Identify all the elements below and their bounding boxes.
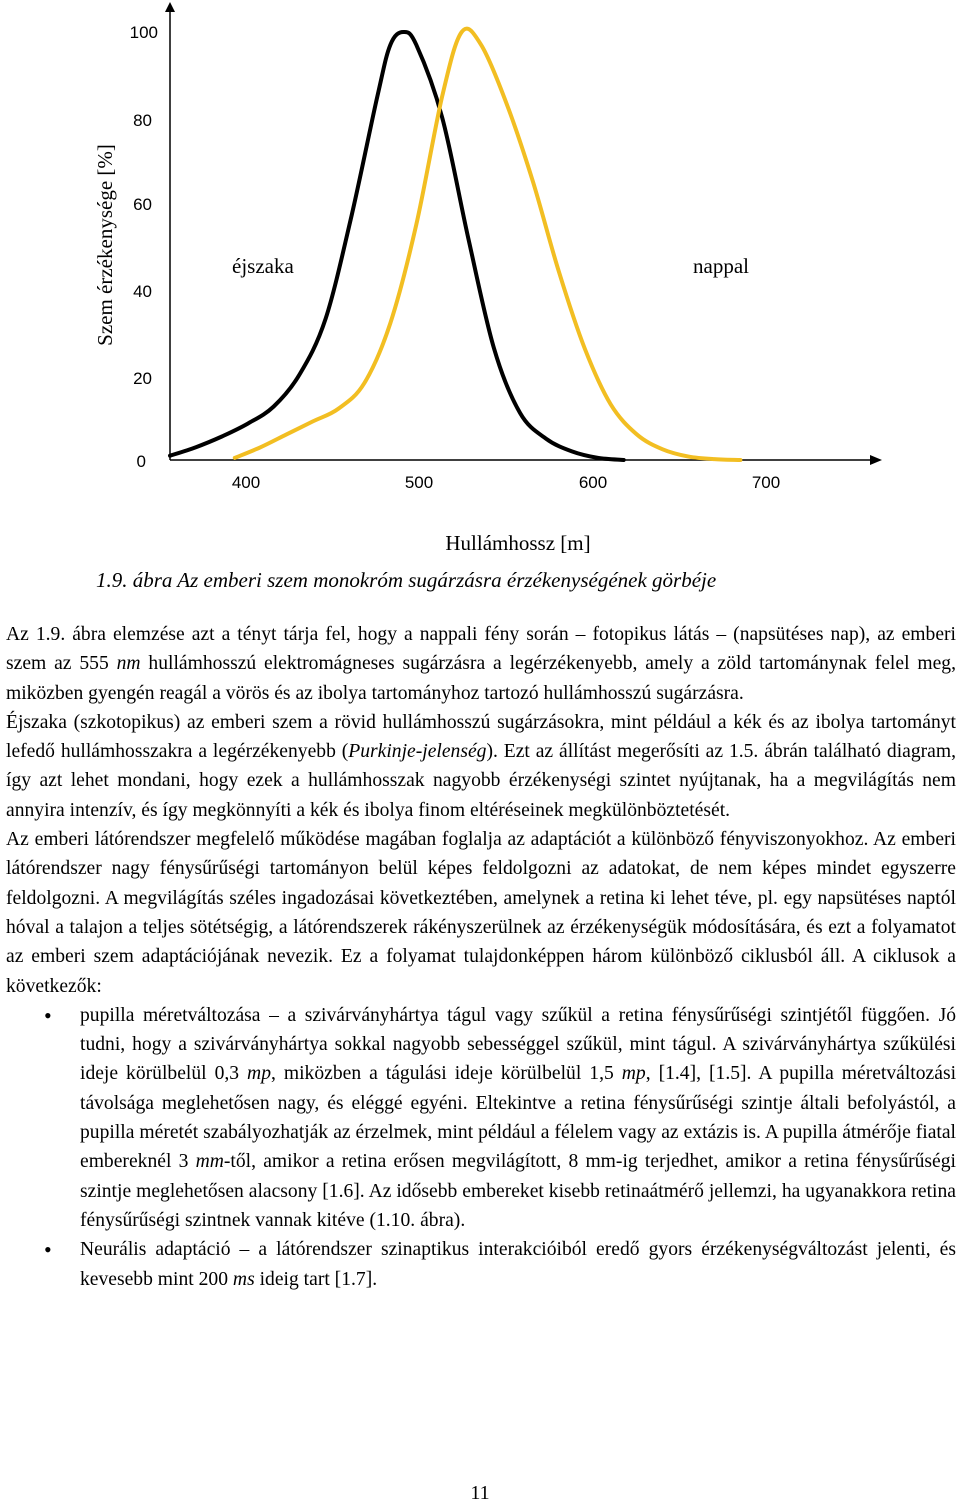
- series-label-nappal: nappal: [693, 254, 749, 278]
- series-line-nappal: [235, 29, 741, 460]
- y-axis-arrow: [165, 2, 175, 12]
- y-tick-label: 80: [133, 111, 152, 130]
- y-tick-label: 100: [129, 23, 158, 42]
- list-item: • pupilla méretváltozása – a szivárványhártya tágul vagy szűkül a retina fénysűrűségi szintjétől függően. Jó tudni, hogy a szivárványhártya sokkal nagyobb sebességgel szűkül, mint tágul. A szivárványhártya szűkülési ideje körülbelül 0,3 mp, miközben a tágulási ideje körülbelül 1,5 mp, [1.4], [1.5]. A pupilla méretváltozási távolsága meglehetősen nagy, és eléggé egyéni. Eltekintve a retina fénysűrűségi szintje általi befolyástól, a pupilla méretét szabályozhatják az érzelmek, mint például a félelem vagy az extázis is. A pupilla átmérője fiatal embereknél 3 mm-től, amikor a retina erősen megvilágított, 8 mm-ig terjedhet, amikor a retina fénysűrűségi szintje meglehetősen alacsony [1.6]. Az idősebb embereket kisebb retinaátmérő jellemzi, ha ugyanakkora retina fénysűrűségi szintnek vannak kitéve (1.10. ábra).: [6, 1001, 956, 1235]
- y-tick-label: 60: [133, 195, 152, 214]
- y-tick-label: 40: [133, 282, 152, 301]
- x-tick-label: 700: [751, 473, 781, 492]
- body-text: [6, 620, 956, 1294]
- paragraph: Az emberi látórendszer megfelelő működése magában foglalja az adaptációt a különböző fényviszonyokhoz. Az emberi látórendszer nagy fénysűrűségi tartományon belül képes feldolgozni az adatokat, de nem képes mindet egyszerre feldolgozni. A megvilágítás széles ingadozásai következtében, amelynek a retina ki lehet téve, pl. egy napsütéses naptól hóval a talajon a teljes sötétségig, a látórendszerek rákényszerülnek az érzékenységük módosítására, és ezt a folyamatot az emberi szem adaptációjának nevezik. Ez a folyamat tulajdonképpen három különböző ciklusból áll. A ciklusok a következők:: [6, 829, 956, 997]
- x-tick-label: 400: [231, 473, 261, 492]
- series-line-ejszaka: [170, 32, 624, 460]
- y-tick-label: 20: [133, 369, 152, 388]
- y-tick-label: 0: [136, 452, 146, 471]
- cycle-list: [6, 1001, 956, 1294]
- y-axis-label: Szem érzékenysége [%]: [93, 144, 117, 346]
- paragraph: Az 1.9. ábra elemzése azt a tényt tárja fel, hogy a nappali fény során – fotopikus látás – (napsütéses nap), az emberi szem az 555 nm hullámhosszú elektromágneses sugárzásra a legérzékenyebb, amely a zöld tartománynak felel meg, miközben gyengén reagál a vörös és az ibolya tartományhoz tartozó hullámhosszú sugárzásra.: [6, 624, 957, 704]
- x-axis-label: Hullámhossz [m]: [445, 531, 591, 555]
- sensitivity-chart: [0, 0, 960, 560]
- figure-caption: 1.9. ábra Az emberi szem monokróm sugárzásra érzékenységének görbéje: [96, 568, 717, 592]
- paragraph: Éjszaka (szkotopikus) az emberi szem a rövid hullámhosszú sugárzásokra, mint például a kék és az ibolya tartományt lefedő hullámhosszakra a legérzékenyebb (Purkinje-jelenség). Ezt az állítást megerősíti az 1.5. ábrán található diagram, így azt lehet mondani, hogy ezek a hullámhosszak nagyobb érzékenységi szintet nyújtanak, ha a megvilágítás nem annyira intenzív, és így megkönnyíti a kék és ibolya finom eltéréseinek megkülönböztetését.: [6, 711, 957, 821]
- x-tick-label: 600: [578, 473, 608, 492]
- x-axis-arrow: [870, 455, 882, 465]
- page-number: 11: [470, 1482, 490, 1504]
- series-label-ejszaka: éjszaka: [232, 254, 294, 278]
- list-item: • Neurális adaptáció – a látórendszer szinaptikus interakcióiból eredő gyors érzékenységváltozást jelenti, és kevesebb mint 200 ms ideig tart [1.7].: [6, 1235, 956, 1294]
- x-tick-label: 500: [404, 473, 434, 492]
